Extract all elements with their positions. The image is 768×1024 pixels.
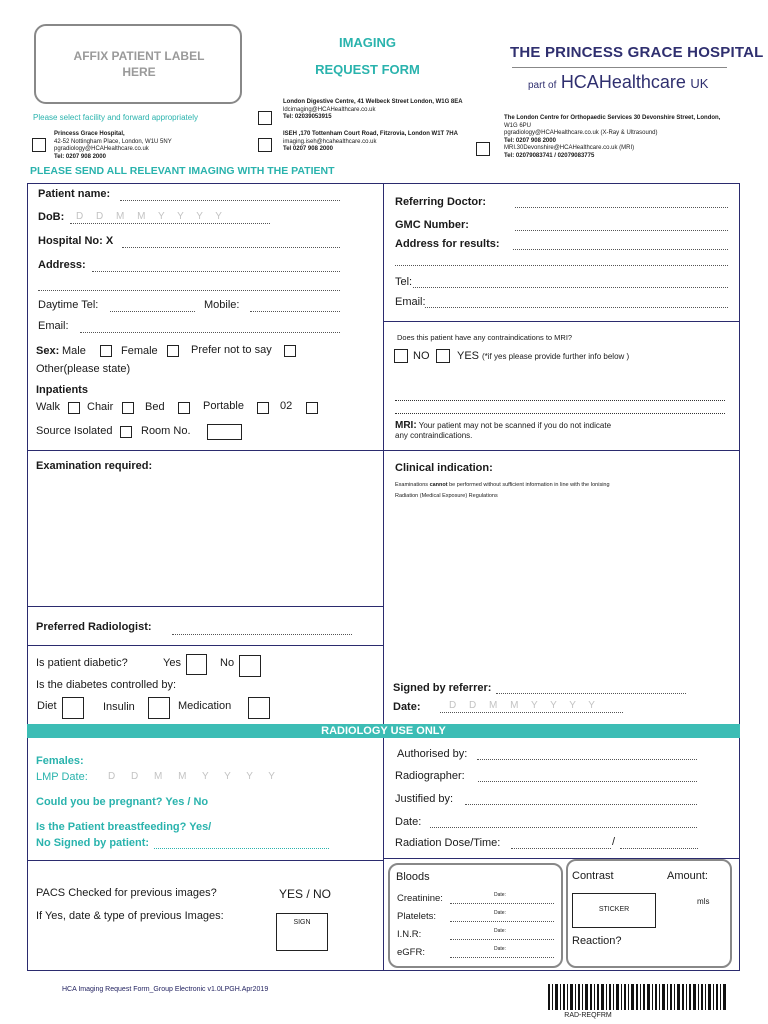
diabetic-no-label: No [220, 657, 235, 669]
room-no-label: Room No. [141, 425, 191, 437]
mri-warning-text: Your patient may not be scanned if you do not indicate [418, 421, 612, 430]
facility-ldc-line2: ldcimaging@HCAHealthcare.co.uk [283, 106, 376, 113]
creatinine-field[interactable] [450, 903, 554, 904]
diet-label: Diet [37, 700, 57, 712]
mri-no-checkbox[interactable] [394, 349, 408, 363]
inpatients-label: Inpatients [36, 384, 88, 396]
facility-iseh-line3: Tel 0207 908 2000 [283, 146, 333, 152]
walk-label: Walk [36, 401, 61, 413]
patient-label-text: AFFIX PATIENT LABEL HERE [73, 49, 205, 79]
platelets-date-label: Date: [494, 910, 506, 916]
facility-lco-checkbox[interactable] [476, 142, 490, 156]
grid-left [27, 183, 28, 970]
radiation-dose-separator: / [612, 836, 616, 848]
radiation-dose-field[interactable] [511, 848, 611, 849]
breastfeeding-question2: No Signed by patient: [36, 837, 150, 849]
hospital-name: THE PRINCESS GRACE HOSPITAL [510, 44, 764, 61]
justified-by-field[interactable] [465, 804, 697, 805]
patient-name-field[interactable] [120, 200, 340, 201]
facility-lco-line3: pgradiology@HCAHealthcare.co.uk (X-Ray & Ultrasound) [504, 130, 658, 136]
creatinine-date-label: Date: [494, 892, 506, 898]
room-no-field[interactable] [207, 424, 242, 440]
other-sex-label: Other(please state) [36, 363, 131, 375]
contrast-label: Contrast [572, 870, 614, 882]
egfr-label: eGFR: [397, 947, 425, 958]
source-isolated-checkbox[interactable] [120, 426, 132, 438]
radiology-date-label: Date: [395, 816, 422, 828]
bloods-label: Bloods [396, 871, 430, 883]
authorised-by-label: Authorised by: [397, 748, 468, 760]
facility-ldc-line1: London Digestive Centre, 41 Welbeck Street London, W1G 8EA [283, 99, 463, 105]
authorised-by-field[interactable] [477, 759, 697, 760]
mri-yes-note: (*if yes please provide further info below ) [482, 352, 630, 361]
referrer-date-placeholder[interactable]: D D M M Y Y Y Y [449, 700, 596, 711]
source-isolated-label: Source Isolated [36, 425, 113, 437]
diabetic-yes-checkbox[interactable] [186, 654, 207, 675]
daytime-tel-label: Daytime Tel: [38, 299, 99, 311]
ref-email-field[interactable] [425, 307, 728, 308]
mri-yes-checkbox[interactable] [436, 349, 450, 363]
diabetes-controlled-label: Is the diabetes controlled by: [36, 679, 177, 691]
clinical-note-post: be performed without sufficient information in line with the Ionising [449, 482, 610, 488]
address-field-line1[interactable] [92, 271, 340, 272]
mobile-label: Mobile: [204, 299, 240, 311]
lmp-date-label: LMP Date: [36, 771, 88, 783]
females-label: Females: [36, 755, 84, 767]
male-checkbox[interactable] [100, 345, 112, 357]
send-imaging-notice: PLEASE SEND ALL RELEVANT IMAGING WITH THE PATIENT [30, 165, 335, 177]
ref-email-label: Email: [395, 296, 426, 308]
hospital-no-field[interactable] [122, 247, 340, 248]
form-title-line2: REQUEST FORM [315, 62, 420, 77]
lmp-date-placeholder[interactable]: D D M M Y Y Y Y [108, 771, 276, 782]
pregnant-question: Could you be pregnant? Yes / No [36, 796, 209, 808]
barcode-icon [548, 984, 728, 1010]
mls-label: mls [697, 897, 710, 906]
dob-placeholder[interactable]: D D M M Y Y Y Y [76, 211, 223, 222]
facility-pg-line2: 42-52 Nottingham Place, London, W1U 5NY [54, 138, 172, 145]
referring-doctor-label: Referring Doctor: [395, 196, 487, 208]
portable-checkbox[interactable] [257, 402, 269, 414]
part-of-line [528, 72, 708, 93]
facility-lco-line6: Tel: 02079083741 / 02079083775 [504, 152, 595, 159]
mri-info-line1[interactable] [395, 400, 725, 401]
clinical-note-line2: Radiation (Medical Exposure) Regulations [395, 493, 498, 499]
mri-question: Does this patient have any contraindications to MRI? [397, 333, 573, 342]
insulin-label: Insulin [103, 701, 135, 713]
pacs-yes-no[interactable]: YES / NO [279, 887, 332, 901]
egfr-date-label: Date: [494, 946, 506, 952]
sticker-label: STICKER [598, 906, 630, 913]
inr-label: I.N.R: [397, 929, 422, 940]
facility-lco-line1: The London Centre for Orthopaedic Services 30 Devonshire Street, London, [504, 115, 721, 121]
clinical-indication-label: Clinical indication: [395, 462, 493, 474]
facility-princess-grace-info [54, 131, 172, 161]
female-label: Female [121, 345, 158, 357]
grid-row2-right [383, 450, 740, 451]
egfr-field[interactable] [450, 957, 554, 958]
mri-yes-label: YES [457, 350, 480, 362]
facility-iseh-line1: ISEH ,170 Tottenham Court Road, Fitzrovia, London W1T 7HA [283, 131, 458, 137]
reaction-label: Reaction? [572, 935, 622, 947]
patient-name-label: Patient name: [38, 188, 111, 200]
mobile-field[interactable] [250, 311, 340, 312]
signed-by-referrer-label: Signed by referrer: [393, 682, 492, 694]
dob-field [70, 223, 270, 224]
dob-label: DoB: [38, 211, 65, 223]
justified-by-label: Justified by: [395, 793, 454, 805]
facility-lco-line4: Tel: 0207 908 2000 [504, 137, 556, 144]
facility-iseh-info [283, 131, 458, 154]
diabetic-no-checkbox[interactable] [239, 655, 261, 677]
facility-ldc-info [283, 99, 463, 122]
facility-pg-line4: Tel: 0207 908 2000 [54, 153, 106, 160]
clinical-note-bold: cannot [429, 482, 448, 488]
male-label: Male [62, 345, 86, 357]
inr-date-label: Date: [494, 928, 506, 934]
preferred-radiologist-field[interactable] [172, 634, 352, 635]
gmc-number-label: GMC Number: [395, 219, 469, 231]
radiation-dose-label: Radiation Dose/Time: [395, 837, 501, 849]
grid-row-radiologist-top [27, 606, 384, 607]
hca-uk: UK [690, 76, 709, 91]
email-label: Email: [38, 320, 69, 332]
ref-tel-label: Tel: [395, 276, 413, 288]
diet-checkbox[interactable] [62, 697, 84, 719]
facility-pg-line3: pgradiology@HCAHealthcare.co.uk [54, 146, 149, 152]
pacs-label: PACS Checked for previous images? [36, 887, 217, 899]
prefer-not-checkbox[interactable] [284, 345, 296, 357]
facility-ldc-checkbox[interactable] [258, 111, 272, 125]
radiology-date-field[interactable] [430, 827, 697, 828]
o2-label: 02 [280, 400, 293, 412]
facility-lco-line5: MRI.30Devonshire@HCAHealthcare.co.uk (MRI) [504, 145, 635, 151]
hca-brand: HCAHealthcare [560, 72, 686, 92]
walk-checkbox[interactable] [68, 402, 80, 414]
sign-box-label: SIGN [293, 919, 311, 926]
mri-info-line2[interactable] [395, 413, 725, 414]
bed-label: Bed [145, 401, 165, 413]
preferred-radiologist-label: Preferred Radiologist: [36, 621, 152, 633]
diabetic-label: Is patient diabetic? [36, 657, 128, 669]
daytime-tel-field[interactable] [110, 311, 195, 312]
address-results-field-line2[interactable] [395, 265, 728, 266]
clinical-indication-field[interactable] [388, 505, 736, 675]
radiographer-field[interactable] [478, 781, 697, 782]
form-version: HCA Imaging Request Form_Group Electronic v1.0LPGH.Apr2019 [62, 986, 269, 993]
brand-divider [512, 67, 727, 68]
clinical-note-pre: Examinations [395, 482, 429, 488]
facility-iseh-checkbox[interactable] [258, 138, 272, 152]
chair-checkbox[interactable] [122, 402, 134, 414]
insulin-checkbox[interactable] [148, 697, 170, 719]
referrer-date-field [440, 712, 623, 713]
referring-doctor-field[interactable] [515, 207, 728, 208]
signed-by-referrer-field[interactable] [496, 693, 686, 694]
address-results-field-line1[interactable] [513, 249, 728, 250]
hospital-no-label: Hospital No: X [38, 235, 114, 247]
facility-ldc-line3: Tel: 02039053915 [283, 114, 332, 120]
prefer-not-label: Prefer not to say [191, 344, 272, 356]
o2-checkbox[interactable] [306, 402, 318, 414]
creatinine-label: Creatinine: [397, 893, 443, 904]
radiation-time-field[interactable] [620, 848, 698, 849]
platelets-label: Platelets: [397, 911, 437, 922]
gmc-number-field[interactable] [515, 230, 728, 231]
part-of-prefix: part of [528, 80, 557, 91]
grid-row1-left [27, 450, 384, 451]
breastfeeding-question: Is the Patient breastfeeding? Yes/ [36, 821, 212, 833]
facility-iseh-line2: imaging.iseh@hcahealthcare.co.uk [283, 138, 377, 145]
examination-required-label: Examination required: [36, 460, 153, 472]
platelets-field[interactable] [450, 921, 554, 922]
grid-center [383, 183, 384, 970]
patient-signature-field[interactable] [154, 848, 329, 849]
address-results-label: Address for results: [395, 238, 500, 250]
clinical-note [395, 480, 610, 502]
select-facility-text: Please select facility and forward appropriately [33, 113, 198, 122]
grid-bottom [27, 970, 740, 971]
sex-label: Sex: [36, 345, 60, 357]
mri-warning [395, 421, 611, 441]
radiographer-label: Radiographer: [395, 770, 465, 782]
female-checkbox[interactable] [167, 345, 179, 357]
medication-checkbox[interactable] [248, 697, 270, 719]
mri-warning-text2: any contraindications. [395, 431, 473, 440]
barcode-text: RAD-REQFRM [548, 1012, 628, 1019]
email-field[interactable] [80, 332, 340, 333]
address-label: Address: [38, 259, 86, 271]
facility-lco-info [504, 115, 720, 160]
grid-right [739, 183, 740, 970]
facility-pg-line1: Princess Grace Hospital, [54, 131, 125, 137]
bed-checkbox[interactable] [178, 402, 190, 414]
grid-row1-right [383, 321, 740, 322]
barcode [548, 984, 728, 1010]
address-field-line2[interactable] [38, 290, 340, 291]
referrer-date-label: Date: [393, 701, 421, 713]
examination-required-field[interactable] [30, 476, 380, 604]
medication-label: Medication [178, 700, 232, 712]
grid-row-pacs [27, 860, 384, 861]
facility-lco-line2: W1G 6PU [504, 122, 532, 129]
grid-row-radiologist-bottom [27, 645, 384, 646]
previous-images-label: If Yes, date & type of previous Images: [36, 910, 224, 922]
diabetic-yes-label: Yes [163, 657, 181, 669]
amount-label: Amount: [667, 870, 708, 882]
mri-warning-bold: MRI: [395, 420, 417, 431]
mri-no-label: NO [413, 350, 430, 362]
form-title-line1: IMAGING [338, 35, 397, 50]
radiology-banner-text: RADIOLOGY USE ONLY [321, 725, 446, 737]
inr-field[interactable] [450, 939, 554, 940]
facility-princess-grace-checkbox[interactable] [32, 138, 46, 152]
ref-tel-field[interactable] [413, 287, 728, 288]
chair-label: Chair [87, 401, 114, 413]
portable-label: Portable [203, 400, 244, 412]
